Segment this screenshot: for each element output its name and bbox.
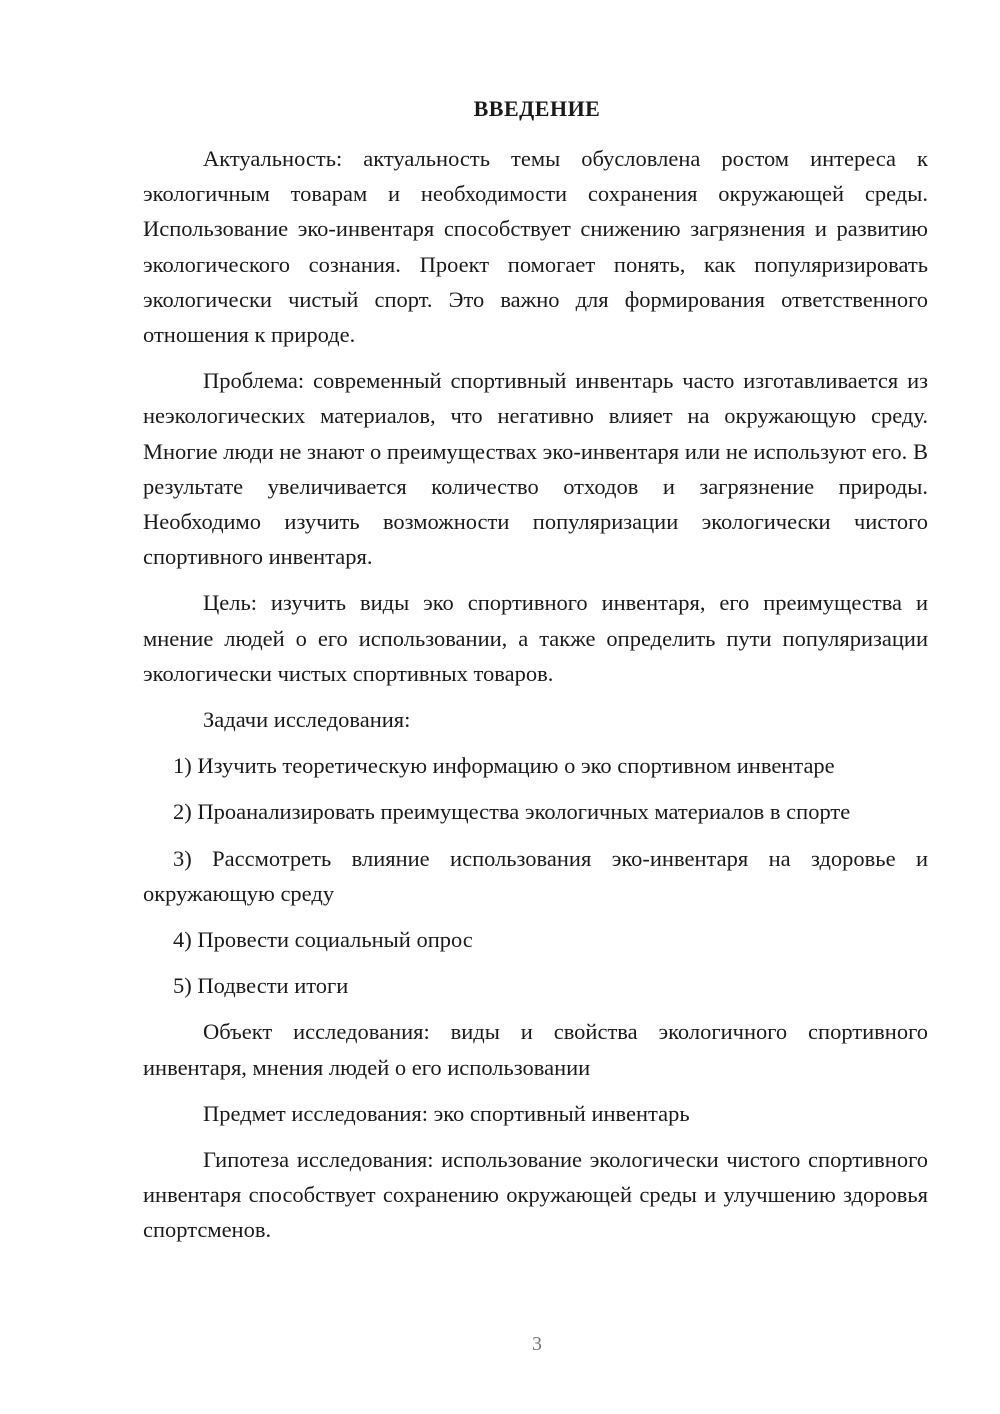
task-item-4: 4) Провести социальный опрос <box>173 927 473 953</box>
paragraph-object: Объект исследования: виды и свойства экологичного спортивного инвентаря, мнения людей о его использовании <box>143 1019 928 1080</box>
page-title: ВВЕДЕНИЕ <box>473 96 601 121</box>
task-item-3: 3) Рассмотреть влияние использования эко-инвентаря на здоровье и окружающую среду <box>143 845 928 906</box>
paragraph-hypothesis: Гипотеза исследования: использование экологически чистого спортивного инвентаря способствует сохранению окружающей среды и улучшению здоровья спортсменов. <box>143 1147 928 1243</box>
document-body <box>143 141 928 1259</box>
paragraph-subject: Предмет исследования: эко спортивный инвентарь <box>203 1100 690 1126</box>
task-item-5: 5) Подвести итоги <box>173 973 349 999</box>
paragraph-tasks-heading: Задачи исследования: <box>203 707 411 733</box>
paragraph-relevance: Актуальность: актуальность темы обусловлена ростом интереса к экологичным товарам и необходимости сохранения окружающей среды. Использование эко-инвентаря способствует снижению загрязнения и развитию экологического сознания. Проект помогает понять, как популяризировать экологически чистый спорт. Это важно для формирования ответственного отношения к природе. <box>143 146 928 348</box>
paragraph-problem: Проблема: современный спортивный инвентарь часто изготавливается из неэкологических материалов, что негативно влияет на окружающую среду. Многие люди не знают о преимуществах эко-инвентаря или не используют его. В результате увеличивается количество отходов и загрязнение природы. Необходимо изучить возможности популяризации экологически чистого спортивного инвентаря. <box>143 368 928 570</box>
task-item-1: 1) Изучить теоретическую информацию о эко спортивном инвентаре <box>173 753 835 779</box>
paragraph-goal: Цель: изучить виды эко спортивного инвентаря, его преимущества и мнение людей о его использовании, а также определить пути популяризации экологически чистых спортивных товаров. <box>143 590 928 686</box>
page-number: 3 <box>532 1333 542 1355</box>
task-item-2: 2) Проанализировать преимущества экологичных материалов в спорте <box>173 799 851 825</box>
